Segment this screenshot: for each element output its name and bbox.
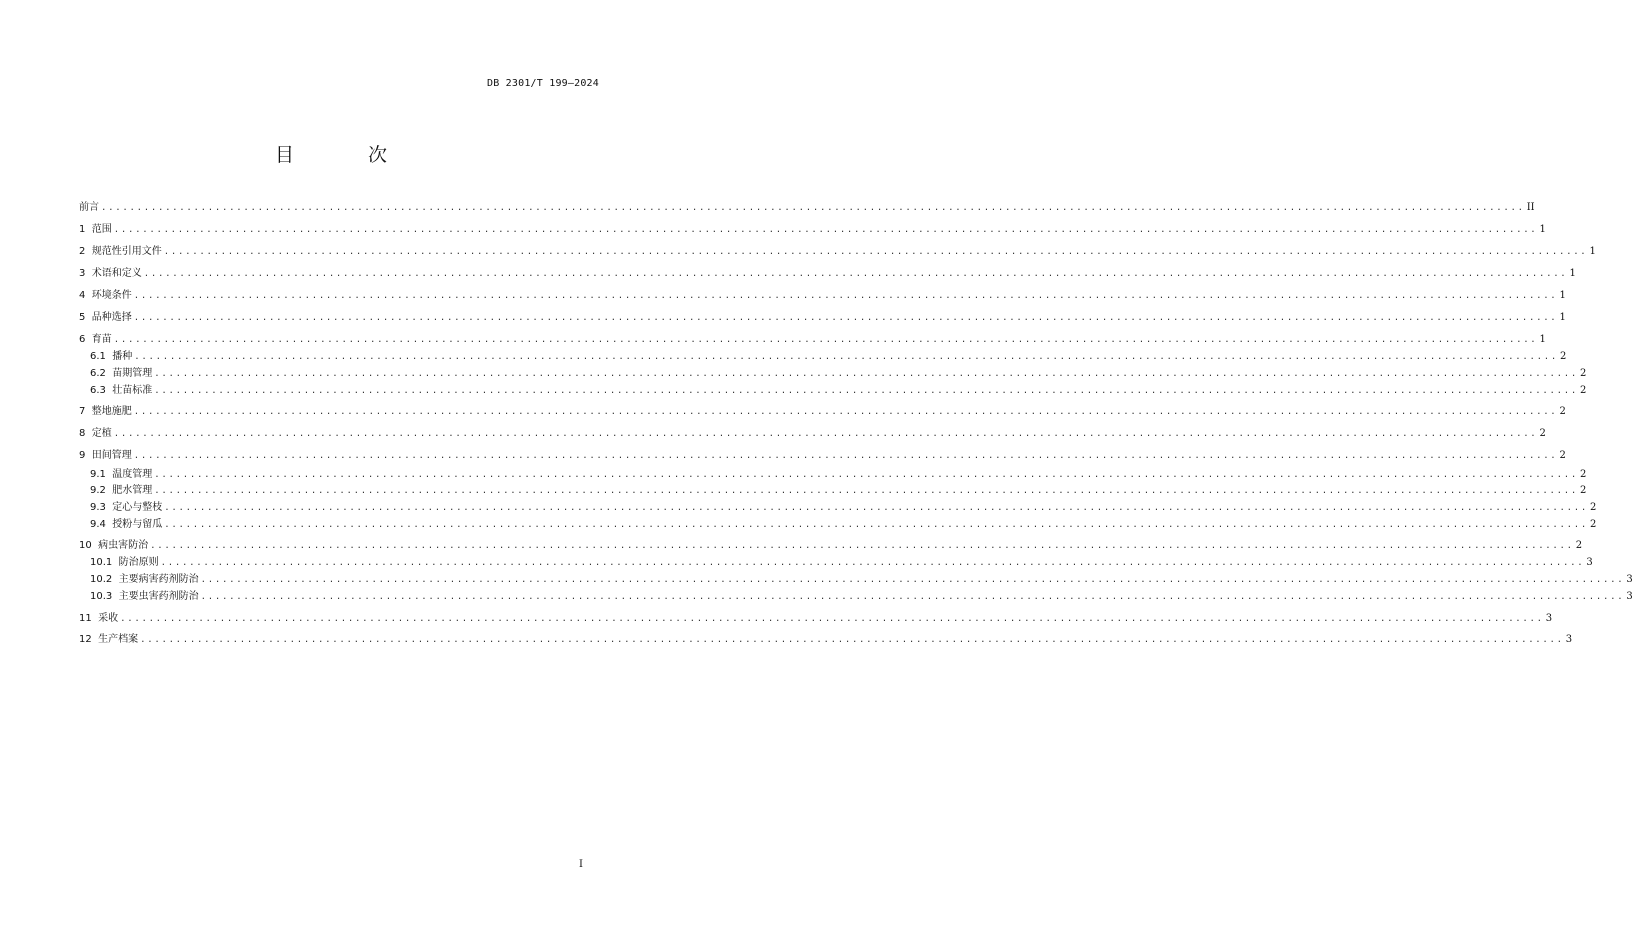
toc-entry[interactable] [79,310,1566,326]
toc-leader-dots: ........................................................................................................................................................................................................ [134,352,1558,362]
toc-entry-number: 9 [79,450,92,461]
toc-entry-number: 9.1 [90,469,113,480]
toc-entry[interactable] [90,572,1633,588]
toc-leader-dots: ........................................................................................................................................................................................................ [133,291,1558,301]
toc-entry-number: 5 [79,312,92,323]
toc-entry-page: 2 [1589,519,1597,530]
toc-entry-number: 12 [79,634,99,645]
toc-leader-dots: ........................................................................................................................................................................................................ [200,592,1625,602]
toc-entry-label: 肥水管理 [112,485,153,496]
toc-leader-dots: ........................................................................................................................................................................................................ [133,313,1558,323]
toc-entry[interactable] [90,467,1587,483]
toc-entry-label: 前言 [79,202,99,213]
toc-entry-number: 9.3 [90,502,113,513]
toc-leader-dots: ........................................................................................................................................................................................................ [163,247,1588,257]
toc-entry[interactable] [90,555,1593,571]
toc-entry[interactable] [79,448,1566,464]
toc-entry-page: 1 [1559,290,1566,301]
toc-entry-label: 授粉与留瓜 [112,519,163,530]
toc-entry-page: 2 [1589,502,1597,513]
toc-leader-dots: ........................................................................................................................................................................................................ [200,575,1625,585]
toc-entry[interactable] [79,404,1566,420]
toc-entry-page: 2 [1579,469,1587,480]
toc-entry-number: 9.4 [90,519,113,530]
toc-entry-number: 6.3 [90,385,113,396]
toc-entry-page: 3 [1626,591,1633,602]
toc-entry-number: 10.1 [90,557,119,568]
toc-entry-label: 定心与整枝 [112,502,163,513]
toc-entry-label: 整地施肥 [91,406,132,417]
toc-entry-page: 1 [1569,268,1576,279]
toc-entry-number: 10 [79,540,99,551]
toc-leader-dots: ........................................................................................................................................................................................................ [140,635,1564,645]
toc-entry-label: 采收 [98,613,119,624]
toc-entry-page: 2 [1539,428,1546,439]
toc-entry-label: 防治原则 [118,557,159,568]
toc-entry-label: 环境条件 [91,290,132,301]
toc-entry-label: 品种选择 [91,312,132,323]
toc-leader-dots: ........................................................................................................................................................................................................ [133,407,1558,417]
toc-leader-dots: ........................................................................................................................................................................................................ [150,541,1574,551]
toc-leader-dots: ........................................................................................................................................................................................................ [154,470,1578,480]
toc-entry-label: 术语和定义 [91,268,142,279]
toc-entry-page: 1 [1559,312,1566,323]
toc-leader-dots: ........................................................................................................................................................................................................ [154,369,1578,379]
toc-leader-dots: ........................................................................................................................................................................................................ [154,486,1578,496]
toc-entry-page: 3 [1586,557,1593,568]
toc-entry-number: 4 [79,290,92,301]
toc-entry-page: 2 [1559,450,1566,461]
toc-entry-number: 10.2 [90,574,119,585]
toc-entry-number: 2 [79,246,92,257]
toc-entry[interactable] [79,538,1583,554]
toc-leader-dots: ........................................................................................................................................................................................................ [160,558,1585,568]
toc-leader-dots: ........................................................................................................................................................................................................ [120,614,1544,624]
toc-entry-number: 3 [79,268,92,279]
toc-entry-label: 定植 [91,428,112,439]
toc-entry[interactable] [79,244,1596,260]
toc-entry-label: 主要病害药剂防治 [118,574,199,585]
toc-entry-number: 11 [79,613,99,624]
toc-entry[interactable] [79,332,1546,348]
toc-leader-dots: ........................................................................................................................................................................................................ [133,451,1558,461]
toc-entry[interactable] [90,349,1567,365]
toc-leader-dots: ........................................................................................................................................................................................................ [113,335,1538,345]
toc-entry-label: 生产档案 [98,634,139,645]
toc-entry-page: 2 [1579,385,1587,396]
page-number: I [579,859,583,870]
toc-leader-dots: ........................................................................................................................................................................................................ [164,503,1588,513]
toc-entry[interactable] [79,200,1535,216]
page-title: 目 次 [274,144,422,166]
toc-leader-dots: ........................................................................................................................................................................................................ [101,203,1525,213]
toc-leader-dots: ........................................................................................................................................................................................................ [113,225,1538,235]
toc-entry-page: 2 [1559,351,1567,362]
toc-entry-label: 主要虫害药剂防治 [118,591,199,602]
toc-entry-number: 1 [79,224,92,235]
toc-entry-number: 6 [79,334,92,345]
toc-entry-number: 8 [79,428,92,439]
toc-leader-dots: ........................................................................................................................................................................................................ [143,269,1568,279]
toc-entry-number: 9.2 [90,485,113,496]
toc-entry-number: 6.1 [90,351,113,362]
toc-leader-dots: ........................................................................................................................................................................................................ [164,520,1588,530]
toc-entry[interactable] [90,383,1587,399]
toc-entry-label: 苗期管理 [112,368,153,379]
toc-entry-label: 范围 [91,224,112,235]
toc-entry-page: 2 [1579,485,1587,496]
toc-entry-label: 温度管理 [112,469,153,480]
toc-entry-number: 7 [79,406,92,417]
toc-entry[interactable] [90,500,1597,516]
toc-entry-page: 3 [1626,574,1633,585]
toc-entry[interactable] [79,288,1566,304]
toc-entry-page: 2 [1575,540,1583,551]
toc-entry-page: 3 [1545,613,1553,624]
toc-entry[interactable] [90,517,1597,533]
toc-entry[interactable] [79,611,1553,627]
toc-entry-number: 6.2 [90,368,113,379]
toc-entry-label: 规范性引用文件 [91,246,162,257]
toc-entry-number: 10.3 [90,591,119,602]
toc-entry-page: 1 [1539,224,1546,235]
toc-entry-page: 1 [1589,246,1596,257]
toc-entry-page: 2 [1579,368,1587,379]
toc-entry[interactable] [79,426,1546,442]
toc-leader-dots: ........................................................................................................................................................................................................ [154,386,1578,396]
toc-entry[interactable] [90,483,1587,499]
toc-entry-page: 1 [1539,334,1546,345]
toc-entry-page: 2 [1559,406,1566,417]
toc-entry-label: 育苗 [91,334,112,345]
toc-entry-page: II [1526,202,1535,213]
toc-leader-dots: ........................................................................................................................................................................................................ [113,429,1538,439]
toc-entry[interactable] [90,589,1633,605]
toc-entry[interactable] [79,222,1546,238]
toc-entry[interactable] [90,366,1587,382]
toc-entry-page: 3 [1565,634,1573,645]
toc-entry[interactable] [79,632,1573,648]
toc-entry[interactable] [79,266,1576,282]
document-code: DB 2301/T 199—2024 [487,78,599,89]
toc-entry-label: 病虫害防治 [98,540,149,551]
toc-entry-label: 壮苗标准 [112,385,153,396]
toc-entry-label: 田间管理 [91,450,132,461]
toc-entry-label: 播种 [112,351,133,362]
